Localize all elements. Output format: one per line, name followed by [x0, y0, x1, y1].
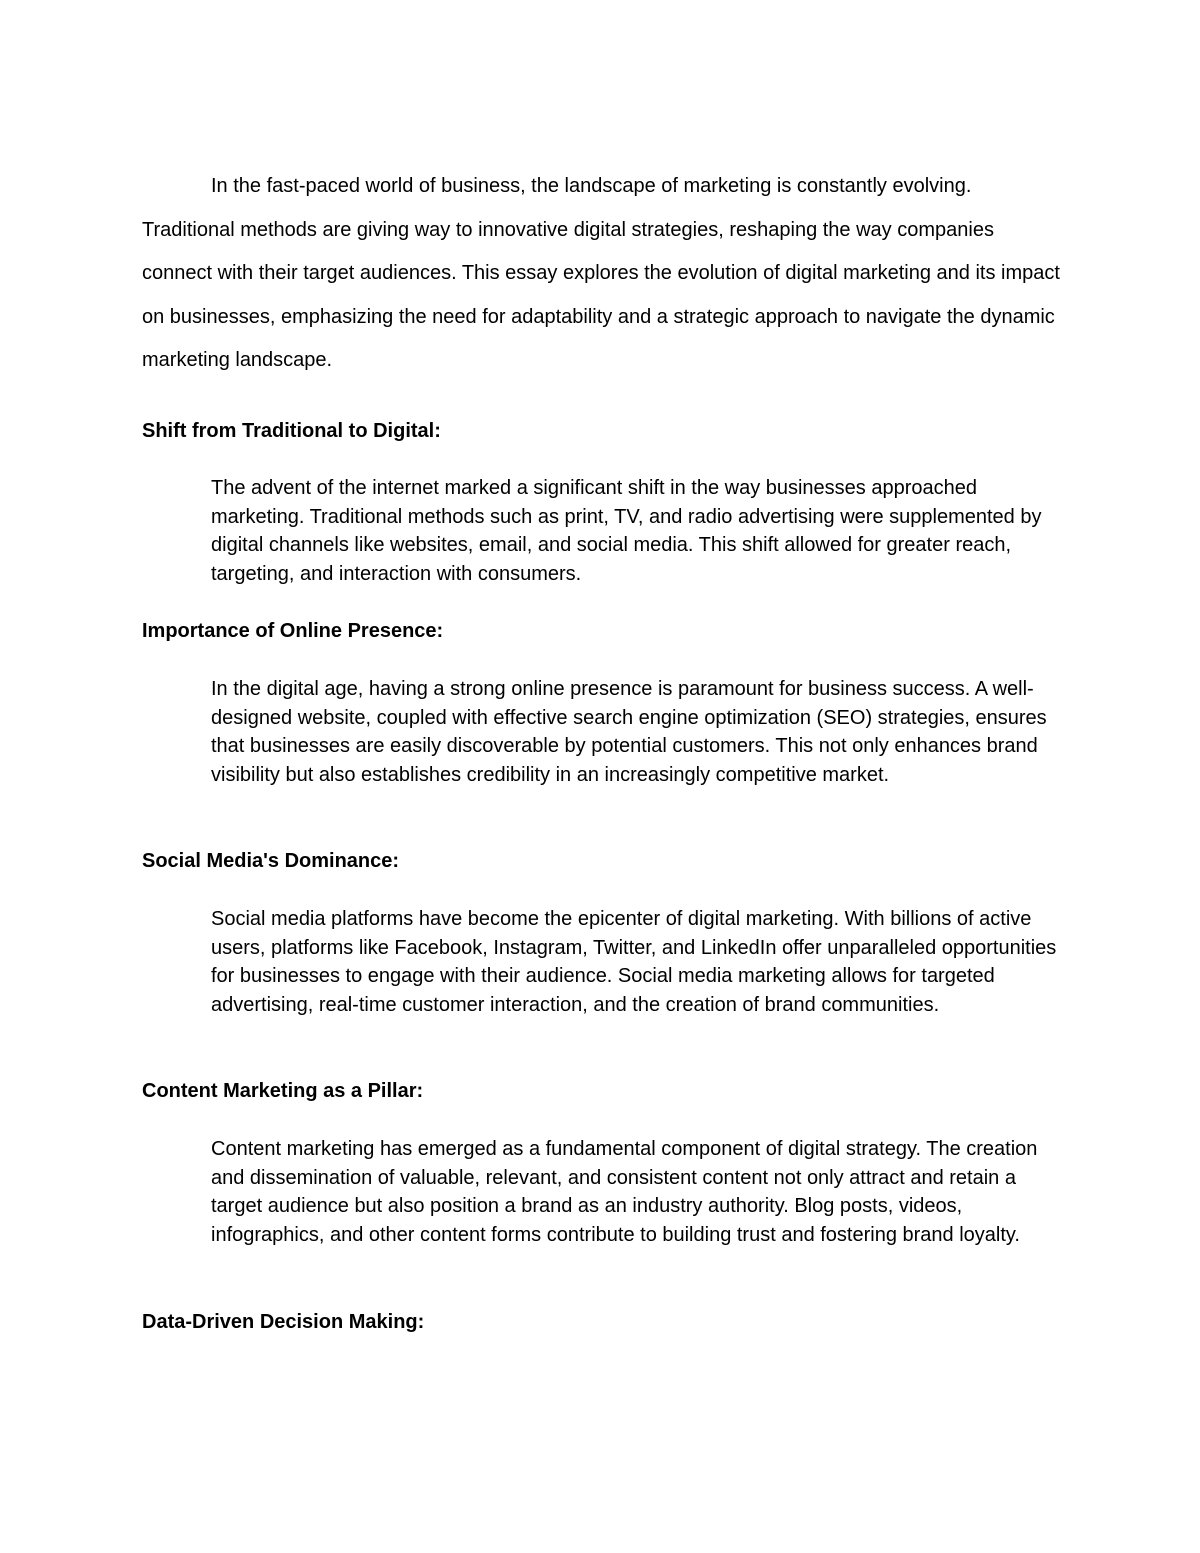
- section-heading: Social Media's Dominance:: [142, 850, 400, 872]
- section-body: The advent of the internet marked a significant shift in the way businesses approached marketing. Traditional methods such as print, TV, and radio advertising were supplemented by digital channels like websites, email, and social media. This shift allowed for greater reach, targeting, and interaction with consumers.: [211, 477, 1042, 586]
- section-body: In the digital age, having a strong online presence is paramount for business success. A well-designed website, coupled with effective search engine optimization (SEO) strategies, ensures that businesses are easily discoverable by potential customers. This not only enhances brand visibility but also establishes credibility in an increasingly competitive market.: [211, 678, 1047, 787]
- section-body: Content marketing has emerged as a fundamental component of digital strategy. The creation and dissemination of valuable, relevant, and consistent content not only attract and retain a target audience but also position a brand as an industry authority. Blog posts, videos, infographics, and other content forms contribute to building trust and fostering brand loyalty.: [211, 1138, 1038, 1247]
- section-heading: Content Marketing as a Pillar:: [142, 1080, 424, 1102]
- section-heading: Data-Driven Decision Making:: [142, 1311, 425, 1333]
- section-heading: Importance of Online Presence:: [142, 620, 444, 642]
- section-heading: Shift from Traditional to Digital:: [142, 420, 441, 442]
- section-body: Social media platforms have become the epicenter of digital marketing. With billions of active users, platforms like Facebook, Instagram, Twitter, and LinkedIn offer unparalleled opportunities for businesses to engage with their audience. Social media marketing allows for targeted advertising, real-time customer interaction, and the creation of brand communities.: [211, 908, 1057, 1017]
- intro-paragraph: In the fast-paced world of business, the landscape of marketing is constantly evolving. Traditional methods are giving way to innovative digital strategies, reshaping the way companies connect with their target audiences. This essay explores the evolution of digital marketing and its impact on businesses, emphasizing the need for adaptability and a strategic approach to navigate the dynamic marketing landscape.: [142, 175, 1060, 371]
